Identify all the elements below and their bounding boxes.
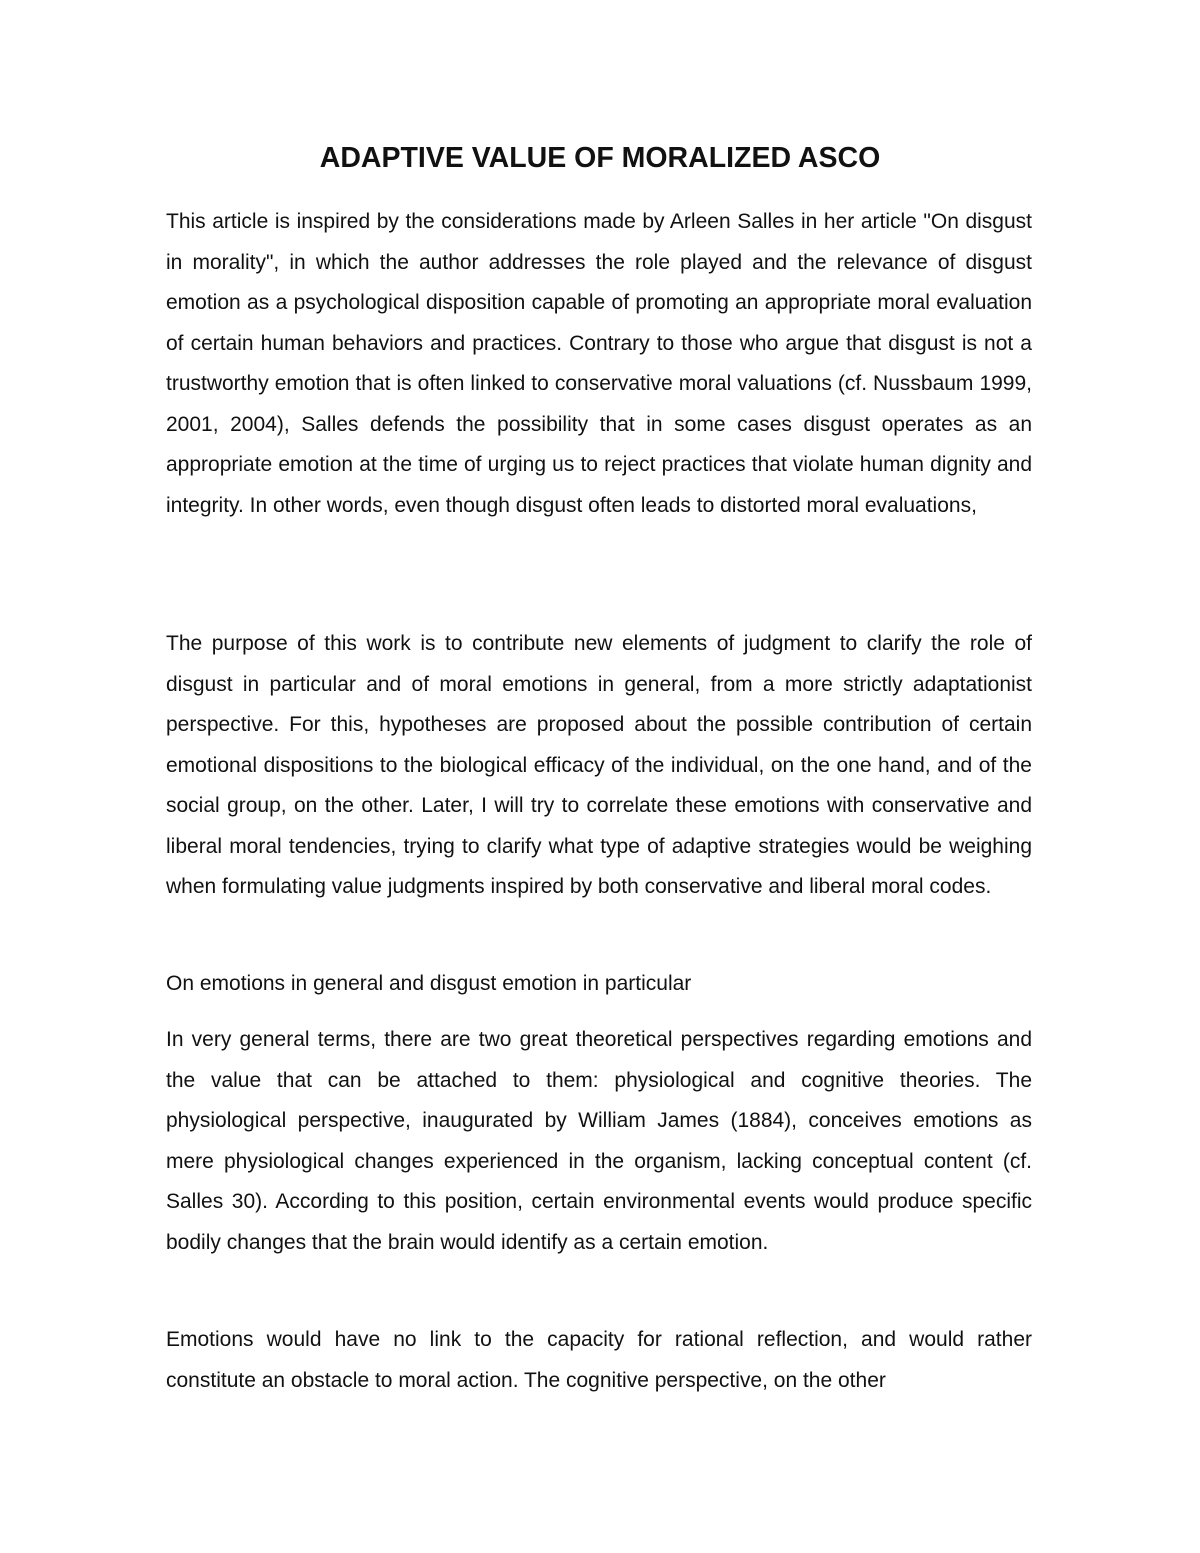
section-heading: On emotions in general and disgust emotion in particular	[166, 972, 692, 995]
paragraph-perspectives: In very general terms, there are two great theoretical perspectives regarding emotions and the value that can be attached to them: physiological and cognitive theories. The physiological perspective, inaugurated by William James (1884), conceives emotions as mere physiological changes experienced in the organism, lacking conceptual content (cf. Salles 30). According to this position, certain environmental events would produce specific bodily changes that the brain would identify as a certain emotion.	[166, 1028, 1032, 1254]
paragraph-emotions: Emotions would have no link to the capacity for rational reflection, and would rather constitute an obstacle to moral action. The cognitive perspective, on the other	[166, 1328, 1032, 1392]
paragraph-intro: This article is inspired by the considerations made by Arleen Salles in her article "On disgust in morality", in which the author addresses the role played and the relevance of disgust emotion as a psychological disposition capable of promoting an appropriate moral evaluation of certain human behaviors and practices. Contrary to those who argue that disgust is not a trustworthy emotion that is often linked to conservative moral valuations (cf. Nussbaum 1999, 2001, 2004), Salles defends the possibility that in some cases disgust operates as an appropriate emotion at the time of urging us to reject practices that violate human dignity and integrity. In other words, even though disgust often leads to distorted moral evaluations,	[166, 210, 1032, 517]
paragraph-purpose: The purpose of this work is to contribute new elements of judgment to clarify the role of disgust in particular and of moral emotions in general, from a more strictly adaptationist perspective. For this, hypotheses are proposed about the possible contribution of certain emotional dispositions to the biological efficacy of the individual, on the one hand, and of the social group, on the other. Later, I will try to correlate these emotions with conservative and liberal moral tendencies, trying to clarify what type of adaptive strategies would be weighing when formulating value judgments inspired by both conservative and liberal moral codes.	[166, 632, 1032, 898]
document-title: ADAPTIVE VALUE OF MORALIZED ASCO	[319, 142, 881, 174]
